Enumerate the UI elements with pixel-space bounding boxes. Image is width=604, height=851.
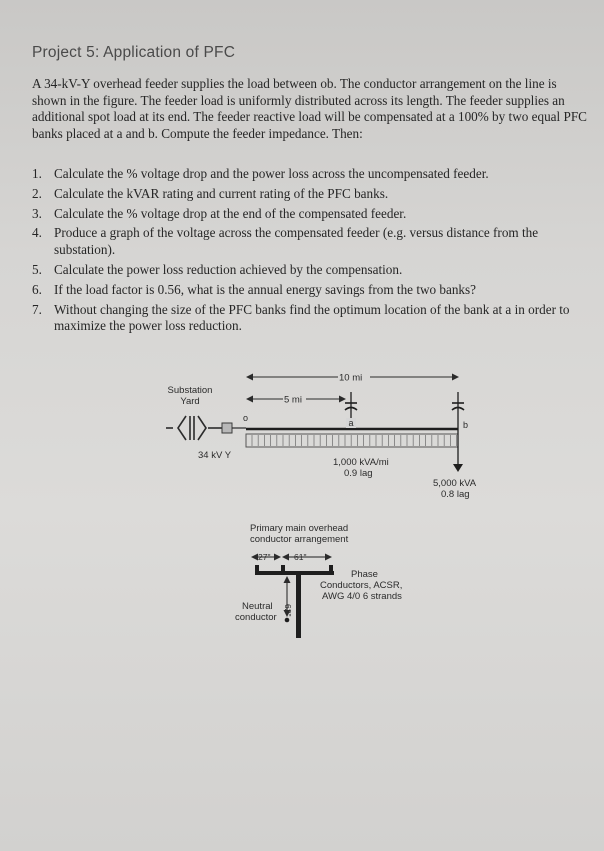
list-item: 4. Produce a graph of the voltage across the compensated feeder (e.g. versus distance from the substation). <box>32 225 539 258</box>
source-voltage-label: 34 kV Y <box>198 450 232 461</box>
distributed-load-icon <box>246 434 458 447</box>
substation-label: Substation <box>167 385 213 396</box>
node-b-label: b <box>463 420 469 430</box>
list-item: 5. Calculate the power loss reduction achieved by the compensation. <box>32 261 403 277</box>
phase-label-3: AWG 4/0 6 strands <box>322 591 402 602</box>
spacing-left-label: 27" <box>258 552 271 562</box>
arrangement-title: Primary main overhead <box>250 523 349 534</box>
svg-text:10 mi: 10 mi <box>339 372 363 384</box>
svg-text:5 mi: 5 mi <box>284 394 302 406</box>
spot-load-arrow-icon <box>453 464 463 472</box>
substation-label-2: Yard <box>180 396 200 407</box>
list-item: 2. Calculate the kVAR rating and current rating of the PFC banks. <box>32 185 389 201</box>
page-title: Project 5: Application of PFC <box>32 44 236 61</box>
dimension-10mi <box>247 373 458 384</box>
neutral-label-2: conductor <box>235 612 277 623</box>
spot-load-label: 5,000 kVA <box>433 478 477 489</box>
transformer-icon <box>166 416 222 440</box>
list-item: 1. Calculate the % voltage drop and the power loss across the uncompensated feeder. <box>32 166 489 181</box>
problem-statement: A 34-kV-Y overhead feeder supplies the load between ob. The conductor arrangement on the line is shown in the figure. The feeder load is uniformly distributed across its length. The feeder supplies an additional spot load at its end. The feeder reactive load will be compensated at a 100% by two equal PFC banks placed at a and b. Compute the feeder impedance. Then: <box>32 76 587 141</box>
list-item: 6. If the load factor is 0.56, what is the annual energy savings from the two banks? <box>32 281 477 297</box>
dimension-5mi <box>247 395 345 406</box>
spot-load-pf: 0.8 lag <box>441 489 470 500</box>
phase-label: Phase <box>351 569 378 580</box>
list-item: 3. Calculate the % voltage drop at the end of the compensated feeder. <box>32 205 407 221</box>
feeder-diagram <box>0 360 604 660</box>
spacing-right-label: 61" <box>294 552 307 562</box>
spacing-vertical-label: 62" <box>283 604 293 617</box>
task-list <box>32 166 592 338</box>
pfc-bank-b-icon <box>452 392 464 470</box>
list-item: 7. Without changing the size of the PFC banks find the optimum location of the bank at a in order to maximize the power loss reduction. <box>32 301 570 334</box>
arrangement-title-2: conductor arrangement <box>250 534 349 545</box>
distributed-load-pf: 0.9 lag <box>344 468 373 479</box>
neutral-label: Neutral <box>242 601 273 612</box>
breaker-icon <box>222 423 232 433</box>
phase-label-2: Conductors, ACSR, <box>320 580 403 591</box>
node-o-label: o <box>243 413 249 423</box>
distributed-load-label: 1,000 kVA/mi <box>333 457 389 468</box>
node-a-label: a <box>348 418 354 428</box>
